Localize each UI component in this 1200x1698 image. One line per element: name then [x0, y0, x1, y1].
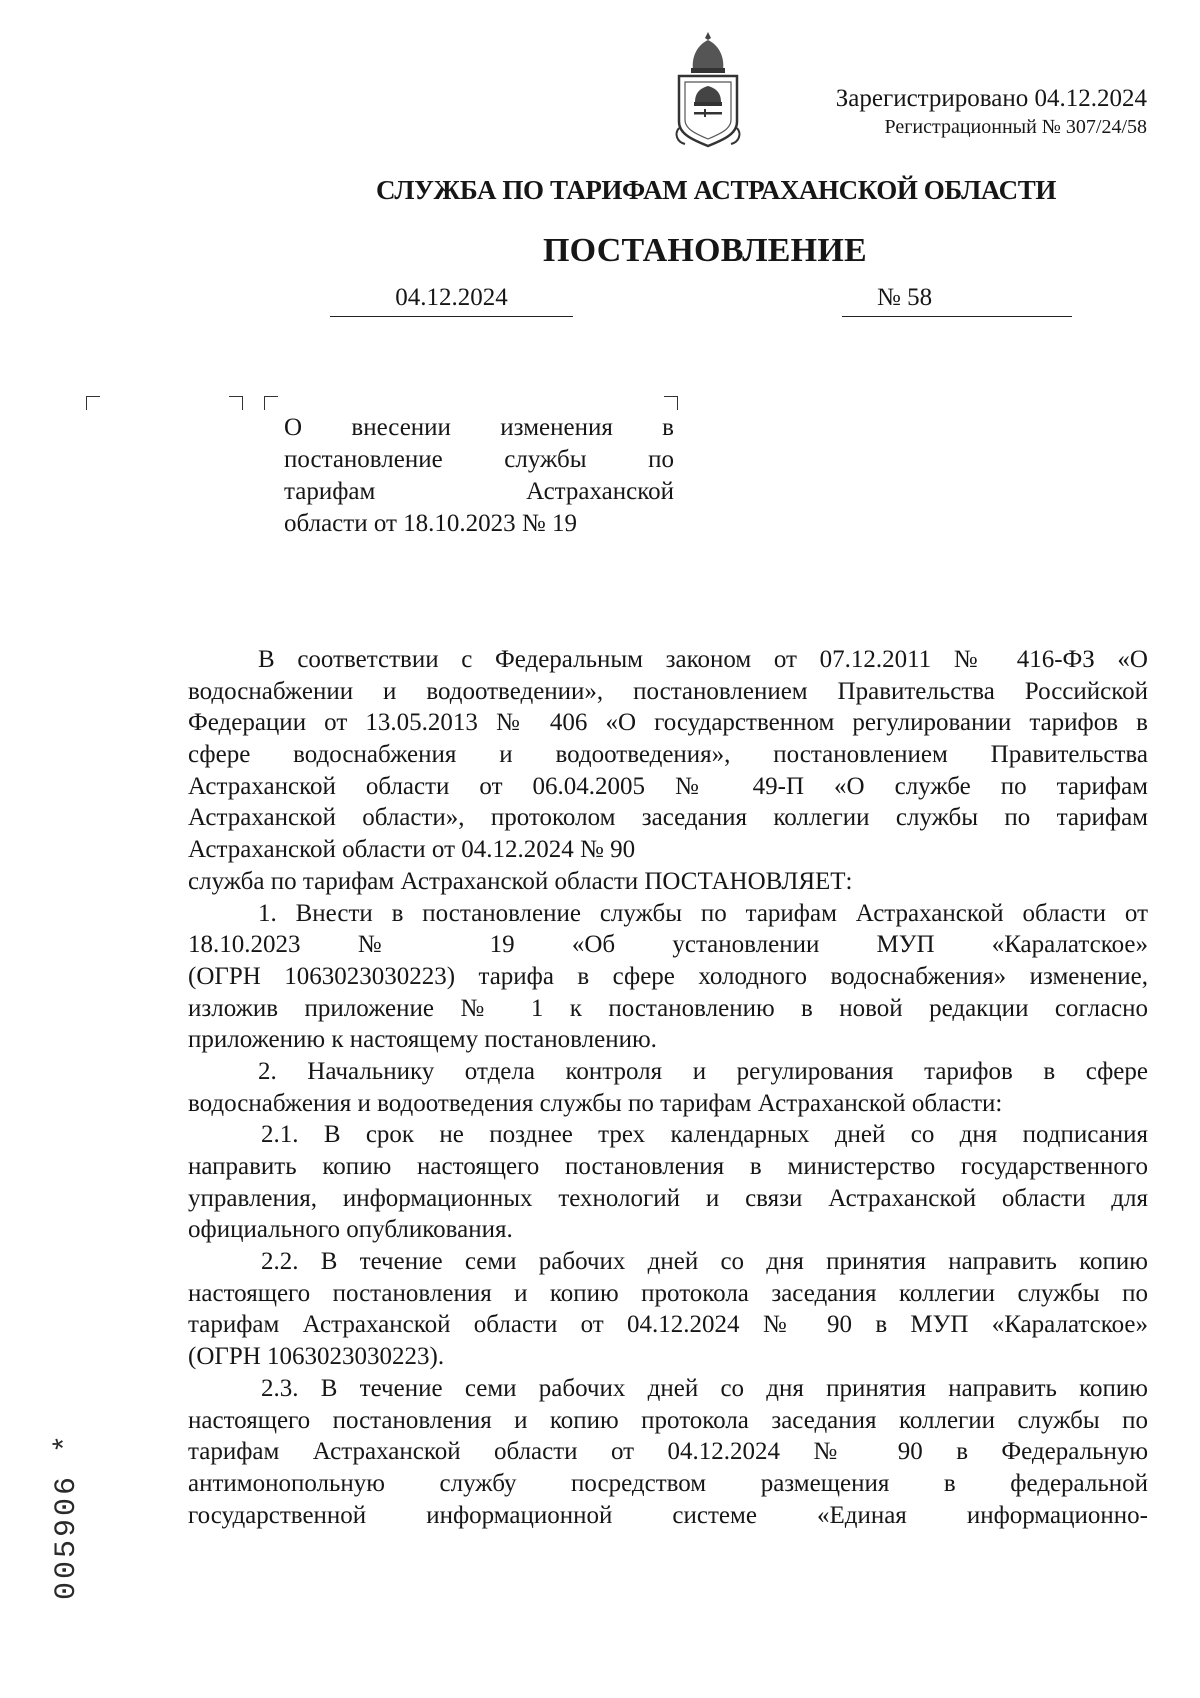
- item-2-1-paragraph: [188, 1119, 1148, 1246]
- text-line: Федерации от 13.05.2013 № 406 «О государственном регулировании тарифов в: [188, 709, 1148, 737]
- registration-stamp: [836, 84, 1147, 140]
- item-2-3-paragraph: [188, 1373, 1148, 1531]
- text-line: Астраханской области от 04.12.2024 № 90: [188, 836, 636, 864]
- text-line: антимонопольную службу посредством размещения в федеральной: [188, 1469, 1148, 1497]
- text-line: 1. Внести в постановление службы по тарифам Астраханской области от: [258, 899, 1148, 927]
- coat-of-arms-icon: [671, 30, 745, 150]
- text-line: приложению к настоящему постановлению.: [188, 1026, 657, 1054]
- text-line: 18.10.2023 № 19 «Об установлении МУП «Каралатское»: [188, 931, 1148, 959]
- document-body: [188, 644, 1148, 1531]
- document-number: № 58: [842, 280, 1072, 317]
- subject-line: постановление службы по: [284, 446, 674, 473]
- registration-date: Зарегистрировано 04.12.2024: [835, 85, 1147, 112]
- text-line: официального опубликования.: [188, 1216, 513, 1244]
- document-date: 04.12.2024: [330, 280, 573, 317]
- bracket-mark: [264, 396, 278, 410]
- resolves-line: служба по тарифам Астраханской области ПОСТАНОВЛЯЕТ:: [188, 867, 853, 895]
- text-line: тарифам Астраханской области от 04.12.2024 № 90 в МУП «Каралатское»: [188, 1311, 1148, 1339]
- text-line: направить копию настоящего постановления в министерство государственного: [188, 1153, 1148, 1180]
- text-line: 2.1. В срок не позднее трех календарных дней со дня подписания: [261, 1121, 1148, 1149]
- text-line: государственной информационной системе «Единая информационно-: [188, 1501, 1148, 1529]
- subject-line: тарифам Астраханской: [284, 478, 674, 505]
- bracket-mark: [229, 396, 243, 410]
- bracket-mark: [86, 396, 100, 410]
- item-1-paragraph: [188, 898, 1148, 1056]
- text-line: настоящего постановления и копию протокола заседания коллегии службы по: [188, 1279, 1148, 1307]
- item-2-paragraph: [188, 1056, 1148, 1119]
- subject-line: О внесении изменения в: [284, 414, 674, 441]
- service-title: СЛУЖБА ПО ТАРИФАМ АСТРАХАНСКОЙ ОБЛАСТИ: [376, 175, 1056, 205]
- text-line: водоснабжения и водоотведения службы по тарифам Астраханской области:: [188, 1089, 1003, 1117]
- text-line: 2.3. В течение семи рабочих дней со дня принятия направить копию: [261, 1374, 1148, 1402]
- text-line: Астраханской области от 06.04.2005 № 49-П «О службе по тарифам: [188, 772, 1148, 800]
- text-line: (ОГРН 1063023030223).: [188, 1343, 445, 1371]
- registration-number: Регистрационный № 307/24/58: [884, 116, 1147, 138]
- text-line: 2. Начальнику отдела контроля и регулирования тарифов в сфере: [258, 1057, 1148, 1085]
- bracket-mark: [664, 396, 678, 410]
- text-line: Астраханской области», протоколом заседания коллегии службы по тарифам: [188, 804, 1148, 832]
- text-line: водоснабжении и водоотведении», постановлением Правительства Российской: [188, 677, 1148, 705]
- text-line: настоящего постановления и копию протокола заседания коллегии службы по: [188, 1406, 1148, 1434]
- text-line: управления, информационных технологий и связи Астраханской области для: [188, 1184, 1148, 1212]
- text-line: В соответствии с Федеральным законом от 07.12.2011 № 416-ФЗ «О: [258, 646, 1148, 673]
- margin-serial-number: 005906 *: [50, 1431, 84, 1600]
- subject-line: области от 18.10.2023 № 19: [284, 510, 578, 537]
- text-line: 2.2. В течение семи рабочих дней со дня принятия направить копию: [261, 1248, 1148, 1276]
- preamble-paragraph: [188, 644, 1148, 866]
- text-line: (ОГРН 1063023030223) тарифа в сфере холодного водоснабжения» изменение,: [188, 962, 1148, 990]
- item-2-2-paragraph: [188, 1246, 1148, 1373]
- document-type: ПОСТАНОВЛЕНИЕ: [543, 232, 867, 269]
- text-line: тарифам Астраханской области от 04.12.2024 № 90 в Федеральную: [188, 1438, 1148, 1466]
- document-subject: [284, 412, 674, 540]
- text-line: изложив приложение № 1 к постановлению в новой редакции согласно: [188, 994, 1148, 1022]
- text-line: сфере водоснабжения и водоотведения», постановлением Правительства: [188, 741, 1148, 769]
